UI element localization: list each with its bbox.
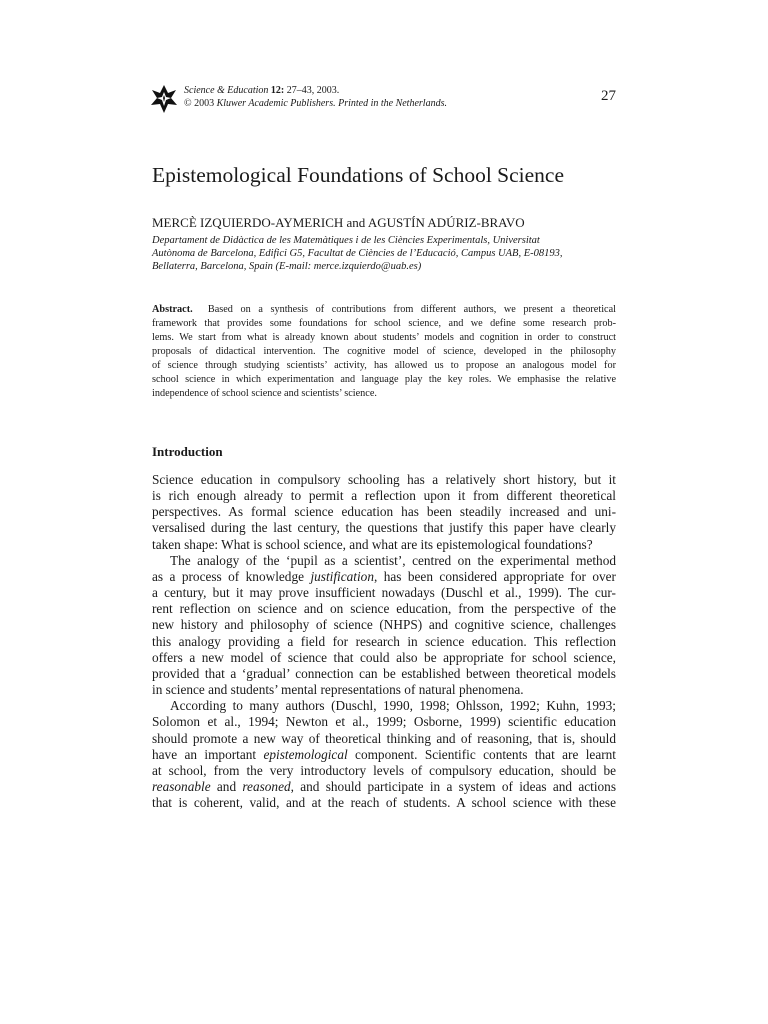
body-line: a century, but it may prove insufficient nowadays (Duschl et al., 1999). The cur- xyxy=(152,585,616,601)
body-line: The analogy of the ‘pupil as a scientist’, centred on the experimental method xyxy=(170,552,616,568)
abstract-label: Abstract. xyxy=(152,304,193,315)
body-line: Solomon et al., 1994; Newton et al., 1999; Osborne, 1999) scientific education xyxy=(152,714,616,730)
affiliation-line: Autònoma de Barcelona, Edifici G5, Facultat de Ciències de l’Educació, Campus UAB, E-08193, xyxy=(152,248,563,260)
body-line: According to many authors (Duschl, 1990, 1998; Ohlsson, 1992; Kuhn, 1993; xyxy=(170,698,616,714)
abstract-line: proposals of didactical intervention. The cognitive model of science, developed in the philosophy xyxy=(152,346,616,358)
emphasis-epistemological: epistemological xyxy=(263,746,348,762)
body-text-run: component. Scientific contents that are learnt xyxy=(347,746,617,762)
body-line: offers a new model of science that could also be appropriate for school science, xyxy=(152,649,616,665)
body-line: new history and philosophy of science (NHPS) and cognitive science, challenges xyxy=(152,617,616,633)
body-line: that is coherent, valid, and at the reach of students. A school science with these xyxy=(152,795,616,811)
emphasis-reasoned: reasoned xyxy=(242,778,291,794)
affiliation-line: Departament de Didàctica de les Matemàtiques i de les Ciències Experimentals, Universitat xyxy=(152,235,540,246)
body-line: at school, from the very introductory levels of compulsory education, should be xyxy=(152,762,616,778)
body-line xyxy=(152,779,616,795)
paper-title: Epistemological Foundations of School Science xyxy=(152,163,565,187)
author-affiliation xyxy=(152,234,622,274)
body-line: should promote a new way of theoretical thinking and of reasoning, that is, should xyxy=(152,730,616,746)
section-heading-introduction: Introduction xyxy=(152,444,223,459)
body-text-run: , has been considered appropriate for over xyxy=(373,568,616,584)
page-number: 27 xyxy=(601,88,616,104)
body-text-run: have an important xyxy=(152,746,264,762)
body-line: Science education in compulsory schooling has a relatively short history, but it xyxy=(152,472,616,487)
abstract-line: school science in which experimentation and language play the key roles. We emphasise the relative xyxy=(152,374,616,386)
journal-header xyxy=(184,85,447,110)
body-line: is rich enough already to permit a reflection upon it from different theoretical xyxy=(152,488,616,504)
body-text-run: and xyxy=(210,778,243,794)
copyright-symbol: © xyxy=(184,97,192,109)
emphasis-reasonable: reasonable xyxy=(152,778,211,794)
body-line: versalised during the last century, the questions that justify this paper have clearly xyxy=(152,520,616,536)
abstract-text: Based on a synthesis of contributions from different authors, we present a theoretical xyxy=(207,304,616,315)
journal-volume: 12: xyxy=(270,85,285,96)
introduction-body xyxy=(152,472,616,811)
body-line: in science and students’ mental representations of natural phenomena. xyxy=(152,682,524,698)
body-line: this analogy providing a field for research in science education. This reflection xyxy=(152,633,616,649)
body-text-run: as a process of knowledge xyxy=(152,568,311,584)
body-line: rent reflection on science and on science education, from the perspective of the xyxy=(152,601,616,617)
copyright-year: 2003 xyxy=(194,97,215,109)
publisher-logo-icon xyxy=(150,84,178,114)
body-text-run: , and should participate in a system of ideas and actions xyxy=(290,778,616,794)
journal-name: Science & Education xyxy=(184,85,269,96)
journal-citation xyxy=(184,85,447,98)
abstract-line: of science through studying scientists’ activity, has allowed us to propose an analogous model for xyxy=(152,360,616,372)
affiliation-line: Bellaterra, Barcelona, Spain (E-mail: merce.izquierdo@uab.es) xyxy=(152,261,422,273)
body-line: perspectives. As formal science education has been steadily increased and uni- xyxy=(152,504,616,520)
abstract-line: independence of school science and scientists’ science. xyxy=(152,388,377,400)
emphasis-justification: justification xyxy=(310,568,374,584)
body-line: taken shape: What is school science, and what are its epistemological foundations? xyxy=(152,536,593,552)
abstract xyxy=(152,303,616,401)
abstract-line: lems. We start from what is already known about students’ models and cognition in order to construct xyxy=(152,332,616,344)
author-list: MERCÈ IZQUIERDO-AYMERICH and AGUSTÍN ADÚRIZ-BRAVO xyxy=(152,215,525,230)
body-line: provided that a ‘gradual’ connection can be established between theoretical models xyxy=(152,665,616,681)
body-line xyxy=(152,747,616,763)
abstract-line: framework that provides some foundations for school science, and we define some research prob- xyxy=(152,318,616,330)
body-line xyxy=(152,569,616,585)
copyright-line xyxy=(184,98,447,111)
abstract-line xyxy=(152,303,616,317)
journal-pages-year: 27–43, 2003. xyxy=(286,85,340,96)
publisher-name: Kluwer Academic Publishers. Printed in the Netherlands. xyxy=(216,97,447,109)
